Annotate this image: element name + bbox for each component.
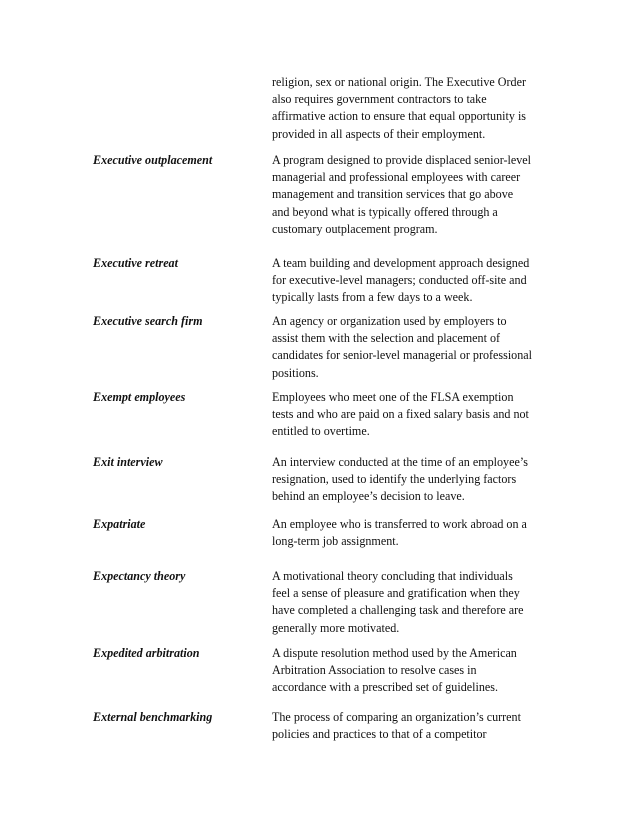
definition-line: also requires government contractors to take [272,92,487,107]
definition-line: The process of comparing an organization’s current [272,710,521,724]
definition-line: policies and practices to that of a competitor [272,727,487,742]
definition-line: Arbitration Association to resolve cases in [272,663,477,678]
glossary-definition [272,152,562,238]
definition-line: typically lasts from a few days to a week. [272,290,473,305]
definition-line: have completed a challenging task and therefore are [272,603,524,618]
definition-line: A program designed to provide displaced senior-level [272,153,532,167]
definition-line: A team building and development approach designed [272,256,530,270]
definition-line: affirmative action to ensure that equal opportunity is [272,109,527,124]
definition-line: tests and who are paid on a fixed salary basis and not [272,407,529,422]
glossary-term: Exempt employees [93,390,186,404]
definition-line: A dispute resolution method used by the American [272,646,517,660]
definition-line: Employees who meet one of the FLSA exemption [272,390,514,404]
definition-line: accordance with a prescribed set of guidelines. [272,680,498,695]
glossary-term: Expectancy theory [93,569,186,583]
glossary-definition [272,454,562,506]
glossary-term: Executive retreat [93,256,178,270]
glossary-term: Expatriate [93,517,146,531]
definition-line: A motivational theory concluding that individuals [272,569,513,583]
glossary-definition [272,645,562,697]
glossary-definition [272,516,562,550]
definition-line: religion, sex or national origin. The Executive Order [272,75,527,89]
glossary-definition [272,313,562,382]
definition-line: An agency or organization used by employers to [272,314,507,328]
glossary-term: External benchmarking [93,710,213,724]
definition-line: feel a sense of pleasure and gratification when they [272,586,520,601]
definition-line: for executive-level managers; conducted off-site and [272,273,527,288]
definition-line: entitled to overtime. [272,424,370,439]
definition-line: management and transition services that go above [272,187,514,202]
glossary-definition [272,255,562,307]
glossary-term: Expedited arbitration [93,646,200,660]
definition-line: positions. [272,365,319,380]
glossary-term: Executive search firm [93,314,203,328]
definition-line: resignation, used to identify the underlying factors [272,472,517,487]
continued-definition [272,74,562,143]
glossary-definition [272,568,562,637]
definition-line: behind an employee’s decision to leave. [272,489,465,504]
definition-line: customary outplacement program. [272,221,438,236]
definition-line: An employee who is transferred to work abroad on a [272,517,527,531]
definition-line: candidates for senior-level managerial or professional [272,348,533,363]
glossary-term: Executive outplacement [93,153,213,167]
definition-line: An interview conducted at the time of an employee’s [272,455,528,469]
definition-line: long-term job assignment. [272,534,399,549]
glossary-term: Exit interview [93,455,163,469]
definition-line: assist them with the selection and placement of [272,331,501,346]
definition-line: generally more motivated. [272,620,400,635]
definition-line: provided in all aspects of their employment. [272,126,486,141]
definition-line: managerial and professional employees with career [272,170,521,185]
glossary-definition [272,709,562,743]
glossary-definition [272,389,562,441]
definition-line: and beyond what is typically offered through a [272,204,498,219]
